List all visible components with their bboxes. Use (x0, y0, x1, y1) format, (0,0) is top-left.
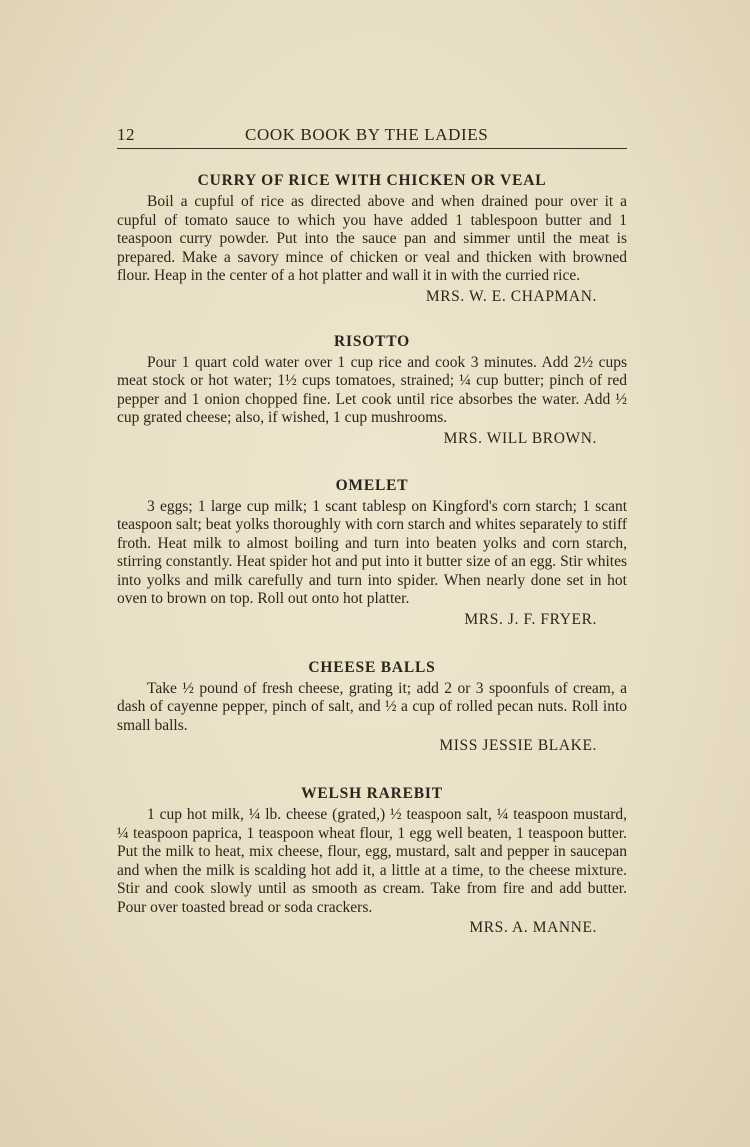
running-title: COOK BOOK BY THE LADIES (245, 125, 489, 144)
recipe-curry-of-rice (117, 171, 627, 307)
recipe-author: MRS. WILL BROWN. (443, 429, 597, 447)
recipe-cheese-balls (117, 658, 627, 757)
recipe-body: Pour 1 quart cold water over 1 cup rice and cook 3 minutes. Add 2½ cups meat stock or hot water; 1½ cups tomatoes, strained; ¼ cup butter; pinch of red pepper and 1 onion chopped fine. Let cook until rice absorbes the water. Add ½ cup grated cheese; also, if wished, 1 cup mushrooms. (117, 353, 627, 426)
recipe-body: Take ½ pound of fresh cheese, grating it; add 2 or 3 spoonfuls of cream, a dash of cayenne pepper, pinch of salt, and ½ a cup of rolled pecan nuts. Roll into small balls. (117, 679, 627, 734)
recipe-title: OMELET (335, 476, 409, 494)
recipe-author: MISS JESSIE BLAKE. (439, 737, 597, 754)
recipe-title: WELSH RAREBIT (301, 785, 443, 802)
recipe-title: RISOTTO (334, 332, 410, 350)
page-content (117, 171, 627, 938)
recipe-risotto (117, 332, 627, 449)
recipe-body: Boil a cupful of rice as directed above and when drained pour over it a cupful of tomato sauce to which you have added 1 tablespoon butter and 1 teaspoon curry powder. Put into the sauce pan and simmer until the meat is prepared. Make a savory mince of chicken or veal and thicken with browned flour. Heap in the center of a hot platter and wall it in with the curried rice. (117, 193, 627, 284)
recipe-author: MRS. W. E. CHAPMAN. (425, 287, 597, 305)
recipe-body: 1 cup hot milk, ¼ lb. cheese (grated,) ½ teaspoon salt, ¼ teaspoon mustard, ¼ teaspoon paprica, 1 teaspoon wheat flour, 1 egg well beaten, 1 teaspoon butter. Put the milk to heat, mix cheese, flour, egg, mustard, salt and pepper in saucepan and when the milk is scalding hot add it, a little at a time, to the cheese mixture. Stir and cook slowly until as smooth as cream. Take from fire and add butter. Pour over toasted bread or soda crackers. (117, 806, 627, 916)
recipe-author: MRS. J. F. FRYER. (464, 610, 597, 628)
recipe-author: MRS. A. MANNE. (469, 919, 597, 936)
recipe-title: CURRY OF RICE WITH CHICKEN OR VEAL (197, 172, 547, 189)
page-number: 12 (117, 125, 135, 144)
header-rule (117, 148, 627, 149)
recipe-omelet (117, 476, 627, 630)
recipe-title: CHEESE BALLS (308, 658, 436, 676)
recipe-welsh-rarebit (117, 784, 627, 938)
recipe-body: 3 eggs; 1 large cup milk; 1 scant tablesp on Kingford's corn starch; 1 scant teaspoon salt; beat yolks thoroughly with corn starch and whites separately to stiff froth. Heat milk to almost boiling and turn into beaten yolks and corn starch, stirring constantly. Heat spider hot and put into it butter size of an egg. Stir whites into yolks and milk carefully and turn into spider. When nearly done set in hot oven to brown on top. Roll out onto hot platter. (117, 497, 627, 607)
page-header (117, 125, 627, 147)
